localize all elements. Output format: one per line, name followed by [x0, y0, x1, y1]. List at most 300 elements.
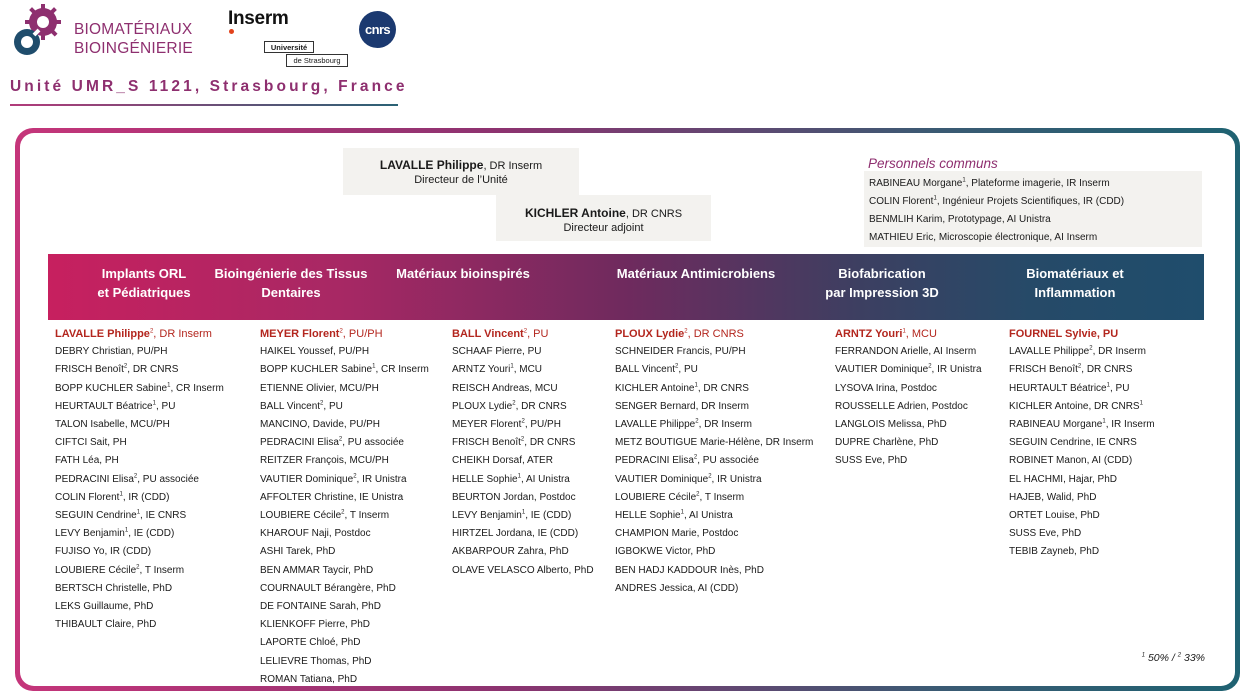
team-member — [55, 452, 224, 470]
team-leader — [55, 325, 224, 343]
person-role: , DR CNRS — [127, 364, 179, 376]
common-staff-item — [869, 175, 1202, 193]
footnote-marker: 2 — [520, 436, 525, 443]
footnote-marker: 2 — [521, 418, 525, 425]
person-name: ROUSSELLE Adrien, Postdoc — [835, 400, 968, 412]
team-header — [396, 264, 530, 283]
person-name: REISCH Andreas, MCU — [452, 382, 558, 394]
footnote-sup-1: 1 — [1141, 652, 1146, 659]
person-role: , AI Unistra — [683, 510, 733, 522]
person-role: , IE (CDD) — [128, 528, 175, 540]
person-name: LANGLOIS Melissa, PhD — [835, 419, 947, 431]
org-chart-frame — [15, 128, 1240, 691]
team-leader — [615, 325, 813, 343]
team-header — [215, 264, 368, 302]
person-name: VAUTIER Dominique — [835, 364, 929, 376]
deputy-grade: , DR CNRS — [625, 208, 683, 220]
team-member — [1009, 507, 1155, 525]
person-name: COLIN Florent — [869, 196, 934, 207]
team-member — [55, 361, 224, 379]
team-column — [1009, 325, 1155, 562]
team-title-line-2: Dentaires — [261, 285, 321, 300]
person-name: DE FONTAINE Sarah, PhD — [260, 601, 381, 613]
team-member — [55, 489, 224, 507]
person-role: , MCU — [513, 364, 543, 376]
cnrs-logo: cnrs — [359, 11, 396, 48]
team-member — [1009, 416, 1155, 434]
footnote-marker: 1 — [167, 382, 171, 389]
director-line — [343, 158, 579, 173]
person-name: PEDRACINI Elisa — [615, 455, 694, 467]
person-name: ASHI Tarek, PhD — [260, 546, 336, 558]
person-name: MEYER Florent — [452, 419, 522, 431]
inserm-logo: Inserm — [228, 8, 289, 29]
team-member — [615, 543, 813, 561]
deputy-director-box — [496, 195, 711, 241]
team-member — [1009, 471, 1155, 489]
team-member — [55, 471, 224, 489]
team-leader — [260, 325, 429, 343]
person-role: , DR CNRS — [697, 382, 749, 394]
team-member — [260, 525, 429, 543]
team-column — [55, 325, 224, 634]
person-name: MATHIEU Eric, Microscopie électronique, AI Inserm — [869, 232, 1098, 243]
person-name: VAUTIER Dominique — [260, 473, 354, 485]
common-staff-item — [869, 193, 1202, 211]
person-role: , IR Unistra — [711, 473, 762, 485]
person-name: LAVALLE Philippe — [1009, 346, 1090, 358]
footnote-sup-2: 2 — [1177, 652, 1182, 659]
person-name: FRISCH Benoît — [452, 437, 521, 449]
team-leader — [452, 325, 594, 343]
person-role: , IR Inserm — [1105, 419, 1155, 431]
person-role: , IR Unistra — [931, 364, 982, 376]
team-member — [260, 580, 429, 598]
footnote-marker: 2 — [136, 564, 140, 571]
team-title-line-1: Biomatériaux et — [1026, 266, 1124, 281]
team-member — [452, 452, 594, 470]
person-role: , Ingénieur Projets Scientifiques, IR (CDD) — [936, 196, 1125, 207]
director-box — [343, 148, 579, 195]
team-member — [452, 398, 594, 416]
person-name: LEVY Benjamin — [55, 528, 125, 540]
team-title-line-1: Matériaux bioinspirés — [396, 266, 530, 281]
person-role: , DR CNRS — [1081, 364, 1133, 376]
team-title-line-1: Biofabrication — [838, 266, 926, 281]
person-name: FUJISO Yo, IR (CDD) — [55, 546, 152, 558]
person-name: COURNAULT Bérangère, PhD — [260, 582, 396, 594]
person-name: KHAROUF Naji, Postdoc — [260, 528, 371, 540]
person-name: LOUBIERE Cécile — [55, 564, 137, 576]
person-name: REITZER François, MCU/PH — [260, 455, 389, 467]
person-name: LOUBIERE Cécile — [615, 491, 697, 503]
team-member — [1009, 525, 1155, 543]
person-name: SUSS Eve, PhD — [1009, 528, 1082, 540]
footnote-marker: 2 — [708, 473, 712, 480]
team-member — [835, 416, 982, 434]
footnote-marker: 2 — [693, 455, 698, 462]
footnote-marker: 2 — [123, 364, 128, 371]
footnote-marker: 1 — [1139, 400, 1143, 407]
team-column — [260, 325, 429, 689]
deputy-role: Directeur adjoint — [563, 222, 644, 234]
footnote-marker: 1 — [694, 382, 698, 389]
footnote-marker: 2 — [523, 328, 528, 335]
footnote-marker: 1 — [902, 328, 906, 335]
team-member — [55, 507, 224, 525]
team-member — [452, 562, 594, 580]
footnote-marker: 2 — [339, 328, 343, 335]
team-member — [452, 380, 594, 398]
team-member — [1009, 398, 1155, 416]
team-member — [615, 525, 813, 543]
person-name: KLIENKOFF Pierre, PhD — [260, 619, 371, 631]
person-name: KICHLER Antoine — [615, 382, 695, 394]
team-member — [1009, 434, 1155, 452]
footnote-marker: 1 — [517, 473, 521, 480]
person-name: BOPP KUCHLER Sabine — [55, 382, 168, 394]
team-column — [452, 325, 594, 580]
teams-header-band — [48, 254, 1204, 320]
team-title-line-2: par Impression 3D — [825, 285, 939, 300]
person-role: , PU associée — [137, 473, 199, 485]
footnote-marker: 2 — [695, 418, 699, 425]
footnote-marker: 2 — [133, 473, 138, 480]
person-name: MANCINO, Davide, PU/PH — [260, 419, 381, 431]
team-column — [615, 325, 813, 598]
person-name: PEDRACINI Elisa — [260, 437, 339, 449]
person-role: , DR CNRS — [515, 400, 567, 412]
person-role: , PU associée — [697, 455, 759, 467]
team-member — [615, 471, 813, 489]
team-member — [260, 361, 429, 379]
team-member — [452, 343, 594, 361]
unit-underline — [10, 104, 398, 106]
footnote-marker: 1 — [1102, 418, 1106, 425]
person-name: BALL Vincent — [615, 364, 676, 376]
team-leader — [835, 325, 982, 343]
person-name: ARNTZ Youri — [452, 364, 511, 376]
team-member — [260, 471, 429, 489]
footnote-marker: 2 — [1077, 364, 1082, 371]
person-name: DUPRE Charlène, PhD — [835, 437, 939, 449]
team-member — [835, 452, 982, 470]
team-leader — [1009, 325, 1155, 343]
director-grade: , DR Inserm — [483, 160, 543, 172]
team-member — [260, 398, 429, 416]
team-member — [1009, 452, 1155, 470]
person-name: FATH Léa, PH — [55, 455, 119, 467]
team-leader-name: ARNTZ Youri — [835, 328, 903, 340]
team-leader-name: BALL Vincent — [452, 328, 524, 340]
team-member — [260, 452, 429, 470]
person-name: HEURTAULT Béatrice — [55, 400, 153, 412]
team-member — [452, 434, 594, 452]
team-member — [260, 653, 429, 671]
team-member — [55, 380, 224, 398]
person-role: , T Inserm — [139, 564, 185, 576]
team-member — [615, 489, 813, 507]
footnote-marker: 2 — [512, 400, 516, 407]
team-header — [97, 264, 190, 302]
team-member — [835, 361, 982, 379]
person-name: SUSS Eve, PhD — [835, 455, 908, 467]
footnote-marker: 1 — [962, 177, 966, 184]
person-name: ROBINET Manon, AI (CDD) — [1009, 455, 1133, 467]
team-member — [260, 416, 429, 434]
team-member — [452, 471, 594, 489]
footnote-text-1: 50% / — [1145, 652, 1178, 664]
team-member — [55, 616, 224, 634]
team-member — [55, 543, 224, 561]
person-role: , AI Unistra — [520, 473, 570, 485]
team-member — [1009, 489, 1155, 507]
person-name: CHAMPION Marie, Postdoc — [615, 528, 739, 540]
person-name: HEURTAULT Béatrice — [1009, 382, 1107, 394]
person-name: TEBIB Zayneb, PhD — [1009, 546, 1100, 558]
person-name: TALON Isabelle, MCU/PH — [55, 419, 170, 431]
person-name: HAIKEL Youssef, PU/PH — [260, 346, 370, 358]
biomateriaux-logo-icon — [10, 2, 68, 60]
footnote-text-2: 33% — [1181, 652, 1205, 664]
footnote-marker: 2 — [353, 473, 357, 480]
team-leader-grade: , PU — [527, 328, 549, 340]
footnote — [1142, 652, 1205, 664]
footnote-marker: 1 — [933, 195, 937, 202]
team-member — [260, 434, 429, 452]
common-staff-box — [864, 171, 1202, 247]
team-member — [615, 361, 813, 379]
team-title-line-1: Matériaux Antimicrobiens — [616, 266, 776, 281]
team-member — [55, 562, 224, 580]
team-member — [615, 507, 813, 525]
team-member — [55, 525, 224, 543]
team-member — [835, 398, 982, 416]
team-member — [835, 434, 982, 452]
person-role: , CR Inserm — [375, 364, 429, 376]
person-name: HAJEB, Walid, PhD — [1009, 491, 1097, 503]
team-member — [615, 580, 813, 598]
person-role: , IE (CDD) — [525, 510, 572, 522]
person-name: BALL Vincent — [260, 400, 321, 412]
person-name: SENGER Bernard, DR Inserm — [615, 400, 749, 412]
person-name: LYSOVA Irina, Postdoc — [835, 382, 937, 394]
person-name: RABINEAU Morgane — [869, 178, 963, 189]
team-member — [835, 343, 982, 361]
person-name: CHEIKH Dorsaf, ATER — [452, 455, 553, 467]
person-role: , T Inserm — [699, 491, 745, 503]
person-role: , IR (CDD) — [122, 491, 170, 503]
team-title-line-2: Inflammation — [1034, 285, 1116, 300]
person-role: , PU — [678, 364, 698, 376]
person-name: EL HACHMI, Hajar, PhD — [1009, 473, 1117, 485]
team-member — [615, 434, 813, 452]
person-name: BENMLIH Karim, Prototypage, AI Unistra — [869, 214, 1051, 225]
team-leader-name: FOURNEL Sylvie, PU — [1009, 328, 1119, 340]
person-name: ORTET Louise, PhD — [1009, 510, 1100, 522]
footnote-marker: 2 — [684, 328, 688, 335]
team-header — [617, 264, 775, 283]
person-name: LEVY Benjamin — [452, 510, 522, 522]
team-member — [260, 543, 429, 561]
inserm-logo-dot — [229, 29, 234, 34]
person-role: , IR Unistra — [356, 473, 407, 485]
team-member — [452, 361, 594, 379]
team-member — [260, 507, 429, 525]
person-name: FERRANDON Arielle, AI Inserm — [835, 346, 977, 358]
person-name: LAVALLE Philippe — [615, 419, 696, 431]
person-name: CIFTCI Sait, PH — [55, 437, 127, 449]
person-name: FRISCH Benoît — [1009, 364, 1078, 376]
footnote-marker: 1 — [119, 491, 123, 498]
team-member — [260, 489, 429, 507]
person-role: , PU — [155, 400, 176, 412]
team-leader-grade: , PU/PH — [342, 328, 383, 340]
team-member — [452, 543, 594, 561]
person-role: , PU associée — [342, 437, 404, 449]
common-staff-item — [869, 211, 1202, 229]
team-member — [55, 434, 224, 452]
person-name: BOPP KUCHLER Sabine — [260, 364, 373, 376]
person-name: METZ BOUTIGUE Marie-Hélène, DR Inserm — [615, 437, 814, 449]
team-member — [260, 343, 429, 361]
person-name: LAPORTE Chloé, PhD — [260, 637, 361, 649]
team-leader-grade: , DR CNRS — [687, 328, 744, 340]
deputy-name: KICHLER Antoine — [524, 206, 626, 220]
team-member — [1009, 543, 1155, 561]
person-name: THIBAULT Claire, PhD — [55, 619, 157, 631]
deputy-line — [496, 206, 711, 221]
team-title-line-1: Implants ORL — [101, 266, 187, 281]
team-member — [615, 380, 813, 398]
team-header — [1026, 264, 1124, 302]
team-member — [452, 507, 594, 525]
unistra-logo-bottom: de Strasbourg — [286, 54, 348, 67]
person-name: OLAVE VELASCO Alberto, PhD — [452, 564, 594, 576]
person-name: RABINEAU Morgane — [1009, 419, 1103, 431]
person-name: BERTSCH Christelle, PhD — [55, 582, 173, 594]
team-member — [615, 562, 813, 580]
footnote-marker: 1 — [152, 400, 156, 407]
footnote-marker: 2 — [1089, 345, 1093, 352]
footnote-marker: 2 — [675, 364, 679, 371]
unistra-logo-top: Université — [264, 41, 314, 53]
team-member — [260, 598, 429, 616]
team-title-line-2: et Pédiatriques — [97, 285, 191, 300]
person-role: , Plateforme imagerie, IR Inserm — [965, 178, 1110, 189]
person-name: BEN AMMAR Taycir, PhD — [260, 564, 374, 576]
footnote-marker: 2 — [696, 491, 700, 498]
footnote-marker: 2 — [320, 400, 324, 407]
person-name: LELIEVRE Thomas, PhD — [260, 655, 372, 667]
common-staff-item — [869, 229, 1202, 247]
person-name: SEGUIN Cendrine, IE CNRS — [1009, 437, 1137, 449]
team-member — [615, 398, 813, 416]
team-member — [615, 452, 813, 470]
team-leader-name: MEYER Florent — [260, 328, 340, 340]
person-role: , PU — [323, 400, 343, 412]
team-member — [260, 671, 429, 689]
team-member — [615, 416, 813, 434]
person-name: IGBOKWE Victor, PhD — [615, 546, 716, 558]
person-name: BEURTON Jordan, Postdoc — [452, 491, 576, 503]
team-member — [615, 343, 813, 361]
team-member — [1009, 361, 1155, 379]
person-role: , CR Inserm — [170, 382, 224, 394]
person-role: , PU — [1109, 382, 1130, 394]
director-name: LAVALLE Philippe — [379, 158, 484, 172]
team-leader-name: LAVALLE Philippe — [55, 328, 150, 340]
person-name: SEGUIN Cendrine — [55, 510, 137, 522]
team-member — [260, 380, 429, 398]
logo-line-2: BIOINGÉNIERIE — [74, 40, 193, 57]
person-name: HELLE Sophie — [452, 473, 518, 485]
person-name: FRISCH Benoît — [55, 364, 124, 376]
person-name: ANDRES Jessica, AI (CDD) — [615, 582, 739, 594]
person-name: SCHAAF Pierre, PU — [452, 346, 542, 358]
person-name: PEDRACINI Elisa — [55, 473, 134, 485]
footnote-marker: 1 — [521, 509, 526, 516]
footnote-marker: 1 — [372, 364, 376, 371]
logo-line-1: BIOMATÉRIAUX — [74, 21, 193, 38]
person-name: BEN HADJ KADDOUR Inès, PhD — [615, 564, 764, 576]
team-column — [835, 325, 982, 471]
team-member — [55, 416, 224, 434]
person-name: COLIN Florent — [55, 491, 120, 503]
footnote-marker: 2 — [149, 328, 154, 335]
person-name: AKBARPOUR Zahra, PhD — [452, 546, 569, 558]
person-name: SCHNEIDER Francis, PU/PH — [615, 346, 746, 358]
team-member — [55, 343, 224, 361]
team-leader-grade: , MCU — [905, 328, 937, 340]
person-name: LOUBIERE Cécile — [260, 510, 342, 522]
person-name: DEBRY Christian, PU/PH — [55, 346, 168, 358]
team-member — [55, 398, 224, 416]
logo-wordmark — [74, 20, 193, 58]
footnote-marker: 1 — [1106, 382, 1110, 389]
team-member — [835, 380, 982, 398]
person-role: , PU/PH — [524, 419, 561, 431]
team-member — [260, 616, 429, 634]
person-role: , T Inserm — [344, 510, 390, 522]
team-leader-name: PLOUX Lydie — [615, 328, 685, 340]
unistra-logo — [262, 41, 350, 69]
person-name: ETIENNE Olivier, MCU/PH — [260, 382, 379, 394]
team-header — [825, 264, 938, 302]
team-member — [452, 525, 594, 543]
footnote-marker: 2 — [928, 364, 932, 371]
footnote-marker: 1 — [124, 527, 129, 534]
common-staff-title: Personnels communs — [868, 156, 998, 171]
person-name: KICHLER Antoine, DR CNRS — [1009, 400, 1140, 412]
person-name: LEKS Guillaume, PhD — [55, 601, 154, 613]
person-name: AFFOLTER Christine, IE Unistra — [260, 491, 404, 503]
team-member — [260, 634, 429, 652]
team-member — [452, 489, 594, 507]
footnote-marker: 1 — [510, 364, 514, 371]
director-role: Directeur de l’Unité — [414, 174, 508, 186]
team-title-line-1: Bioingénierie des Tissus — [214, 266, 368, 281]
person-name: HIRTZEL Jordana, IE (CDD) — [452, 528, 579, 540]
team-member — [1009, 343, 1155, 361]
person-role: , DR Inserm — [698, 419, 752, 431]
team-member — [55, 580, 224, 598]
footnote-marker: 2 — [338, 436, 343, 443]
person-name: VAUTIER Dominique — [615, 473, 709, 485]
person-name: ROMAN Tatiana, PhD — [260, 673, 358, 685]
person-role: , IE CNRS — [140, 510, 187, 522]
team-member — [1009, 380, 1155, 398]
